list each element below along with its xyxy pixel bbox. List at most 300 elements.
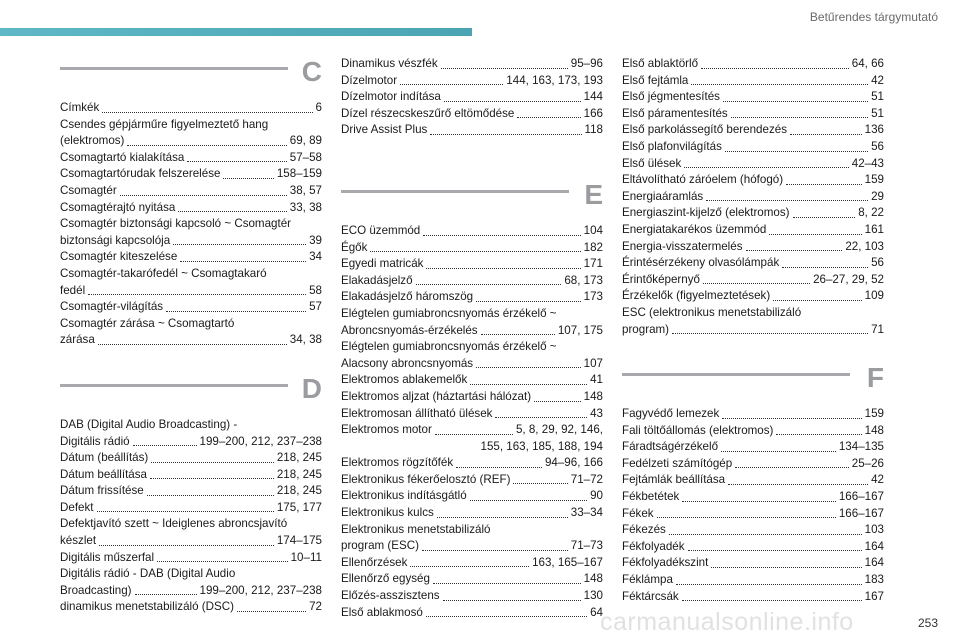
entry-term: Fali töltőállomás (elektromos) <box>622 423 774 437</box>
index-entries <box>341 223 603 621</box>
index-entry <box>622 522 884 539</box>
entry-term: program (ESC) <box>341 539 419 553</box>
entry-pages: 134–135 <box>838 440 884 454</box>
entry-term-line: Csendes gépjárműre figyelmeztető hang <box>60 117 269 131</box>
entry-term: Energiaáramlás <box>622 189 704 203</box>
index-entry <box>341 223 603 240</box>
leader-dots <box>782 267 868 268</box>
section-header <box>60 373 322 417</box>
index-column-1 <box>60 56 322 616</box>
leader-dots <box>178 211 286 212</box>
entry-term-line: Digitális rádió - DAB (Digital Audio <box>60 567 236 581</box>
entry-term: Alacsony abroncsnyomás <box>341 356 474 370</box>
entry-pages: 148 <box>864 423 884 437</box>
entry-pages: 218, 245 <box>276 451 322 465</box>
index-entry <box>60 100 322 117</box>
entry-term: Energiaszint-kijelző (elektromos) <box>622 206 790 220</box>
entry-term: Dátum beállítása <box>60 467 147 481</box>
index-entry <box>622 56 884 73</box>
leader-dots <box>135 594 197 595</box>
entry-term: Elektronikus kulcs <box>341 506 434 520</box>
entry-term-line: Csomagtér biztonsági kapcsoló ~ Csomagtér <box>60 217 292 231</box>
index-entry <box>60 450 322 467</box>
entry-pages: 57 <box>309 300 322 314</box>
entry-pages: 164 <box>864 539 884 553</box>
entry-term: Fékfolyadékszint <box>622 556 709 570</box>
entry-term: Drive Assist Plus <box>341 123 428 137</box>
entry-pages: 33–34 <box>570 506 603 520</box>
entry-term: Első ablaktörlő <box>622 57 699 70</box>
entry-pages: 10–11 <box>290 550 322 564</box>
entry-pages: 5, 8, 29, 92, 146, <box>515 423 603 437</box>
leader-dots <box>731 117 868 118</box>
header-accent-bar <box>0 28 472 36</box>
entry-pages: 64, 66 <box>851 57 884 70</box>
index-entry <box>622 172 884 189</box>
leader-dots <box>684 167 848 168</box>
leader-dots <box>430 134 581 135</box>
index-entry <box>622 506 884 523</box>
entry-term: Digitális műszerfal <box>60 550 155 564</box>
entry-term: Digitális rádió <box>60 434 130 448</box>
index-entry <box>341 389 603 406</box>
entry-term: Dátum (beállítás) <box>60 451 149 465</box>
entry-term: Fejtámlák beállítása <box>622 473 726 487</box>
leader-dots <box>773 300 861 301</box>
entry-pages: 43 <box>590 406 603 420</box>
index-entry <box>341 488 603 505</box>
leader-dots <box>127 145 286 146</box>
index-entry <box>60 249 322 266</box>
index-entries <box>622 56 884 338</box>
entry-pages: 159 <box>864 173 884 187</box>
index-entry <box>341 240 603 257</box>
entry-pages: 199–200, 212, 237–238 <box>199 434 322 448</box>
index-entry <box>341 372 603 389</box>
leader-dots <box>470 500 587 501</box>
entry-term: Csomagtérajtó nyitása <box>60 200 176 214</box>
leader-dots <box>157 561 288 562</box>
index-entry <box>341 505 603 522</box>
index-entry <box>60 566 322 599</box>
entry-term: Féktárcsák <box>622 589 679 603</box>
index-entry <box>60 183 322 200</box>
entry-term: Első parkolássegítő berendezés <box>622 123 787 137</box>
entry-term: Érintésérzékeny olvasólámpák <box>622 256 780 270</box>
entry-pages: 173 <box>583 290 603 304</box>
entry-pages: 90 <box>590 489 603 503</box>
index-entry <box>622 272 884 289</box>
section-letter: E <box>584 178 603 210</box>
entry-term: Abroncsnyomás-érzékelés <box>341 323 478 337</box>
section-rule <box>60 384 288 387</box>
index-entry <box>341 122 603 139</box>
index-entry <box>341 256 603 273</box>
leader-dots <box>456 467 542 468</box>
entry-term-line: DAB (Digital Audio Broadcasting) - <box>60 417 238 431</box>
index-entry <box>622 423 884 440</box>
entry-pages: 57–58 <box>289 150 322 164</box>
entry-term-line: Defektjavító szett ~ Ideiglenes abroncsjavító <box>60 517 288 531</box>
leader-dots <box>725 151 868 152</box>
leader-dots <box>88 294 306 295</box>
leader-dots <box>426 616 587 617</box>
index-entries <box>622 406 884 605</box>
entry-term: Csomagtartó kialakítása <box>60 150 185 164</box>
entry-pages: 148 <box>583 572 603 586</box>
entry-pages: 171 <box>583 257 603 271</box>
index-entry <box>60 166 322 183</box>
entry-term: Ellenőrző egység <box>341 572 430 586</box>
entry-term: Elektromos ablakemelők <box>341 373 468 387</box>
leader-dots <box>672 333 868 334</box>
index-entry <box>60 467 322 484</box>
entry-term: Elektromos motor <box>341 423 432 437</box>
index-entry <box>341 472 603 489</box>
entry-term: Dinamikus vészfék <box>341 57 438 70</box>
entry-pages: 72 <box>309 600 322 614</box>
section-header <box>622 362 884 406</box>
entry-term: ECO üzemmód <box>341 223 421 237</box>
index-entry <box>341 306 603 339</box>
entry-pages: 34, 38 <box>289 333 322 347</box>
leader-dots <box>676 584 862 585</box>
entry-term: Első ülések <box>622 156 682 170</box>
entry-term-line: ESC (elektronikus menetstabilizáló <box>622 305 802 319</box>
entry-term: Elektromos aljzat (háztartási hálózat) <box>341 389 532 403</box>
index-column-2 <box>341 56 603 621</box>
index-column-3 <box>622 56 884 605</box>
entry-pages: 94–96, 166 <box>544 456 603 470</box>
entry-pages: 166–167 <box>838 490 884 504</box>
entry-term: Egyedi matricák <box>341 257 424 271</box>
leader-dots <box>793 217 856 218</box>
leader-dots <box>701 68 849 69</box>
entry-pages: 26–27, 29, 52 <box>813 272 884 286</box>
leader-dots <box>517 117 580 118</box>
entry-term-line: Csomagtér zárása ~ Csomagtartó <box>60 316 235 330</box>
leader-dots <box>422 550 568 551</box>
leader-dots <box>669 534 862 535</box>
leader-dots <box>711 567 861 568</box>
leader-dots <box>147 495 274 496</box>
entry-term: Elektronikus fékerőelosztó (REF) <box>341 472 511 486</box>
leader-dots <box>416 284 562 285</box>
section-d <box>60 373 322 616</box>
index-entry <box>60 266 322 299</box>
leader-dots <box>237 611 306 612</box>
index-entry <box>622 222 884 239</box>
entry-pages: 107 <box>583 356 603 370</box>
index-entries <box>60 417 322 616</box>
section-rule <box>60 67 288 70</box>
entry-pages: 29 <box>871 189 884 203</box>
index-entry <box>622 106 884 123</box>
entry-pages: 34 <box>309 250 322 264</box>
leader-dots <box>223 178 273 179</box>
leader-dots <box>735 467 849 468</box>
index-entry <box>60 150 322 167</box>
index-entry <box>60 417 322 450</box>
leader-dots <box>776 434 861 435</box>
index-entry <box>341 455 603 472</box>
index-entry <box>60 516 322 549</box>
leader-dots <box>706 200 868 201</box>
index-entry <box>622 73 884 90</box>
entry-term: Elektronikus indításgátló <box>341 489 467 503</box>
leader-dots <box>426 268 580 269</box>
index-entry <box>341 56 603 73</box>
entry-term: program) <box>622 322 670 336</box>
leader-dots <box>786 184 862 185</box>
entry-pages: 39 <box>309 233 322 247</box>
index-entry <box>60 550 322 567</box>
entry-term: Dízelmotor <box>341 73 398 87</box>
leader-dots <box>433 583 581 584</box>
entry-pages: 148 <box>583 389 603 403</box>
entry-term: Előzés-asszisztens <box>341 589 440 603</box>
entry-pages: 174–175 <box>276 534 322 548</box>
entry-pages: 130 <box>583 589 603 603</box>
index-entry <box>622 189 884 206</box>
entry-term: (elektromos) <box>60 134 125 148</box>
entry-term-line: Csomagtér-takarófedél ~ Csomagtakaró <box>60 266 267 280</box>
entry-term: Energia-visszatermelés <box>622 239 743 253</box>
index-entry <box>622 489 884 506</box>
section-f <box>622 362 884 605</box>
section-header <box>60 56 322 100</box>
entry-pages-continued: 155, 163, 185, 188, 194 <box>480 439 603 453</box>
leader-dots <box>400 84 503 85</box>
leader-dots <box>102 112 312 113</box>
entry-term: Fékbetétek <box>622 490 680 504</box>
leader-dots <box>99 545 274 546</box>
entry-term: Első ablakmosó <box>341 605 423 619</box>
entry-term: Elektromos rögzítőfék <box>341 456 454 470</box>
leader-dots <box>150 478 274 479</box>
entry-term: Energiatakarékos üzemmód <box>622 222 767 236</box>
entry-pages: 164 <box>864 556 884 570</box>
entry-term: Dízel részecskeszűrő eltömődése <box>341 106 515 120</box>
entry-term: Első plafonvilágítás <box>622 139 722 153</box>
entry-term-line: Elégtelen gumiabroncsnyomás érzékelő ~ <box>341 306 557 320</box>
index-entries <box>341 56 603 139</box>
index-entry <box>60 117 322 150</box>
index-entry <box>341 522 603 555</box>
entry-pages: 51 <box>871 90 884 104</box>
entry-pages: 41 <box>590 373 603 387</box>
entry-term: Elakadásjelző <box>341 273 413 287</box>
entry-pages: 163, 165–167 <box>532 555 603 569</box>
entry-pages: 104 <box>583 223 603 237</box>
entry-pages: 109 <box>864 289 884 303</box>
index-entry <box>622 122 884 139</box>
leader-dots <box>703 283 810 284</box>
entry-term: Elektromosan állítható ülések <box>341 406 493 420</box>
index-entry <box>341 605 603 622</box>
leader-dots <box>470 384 587 385</box>
leader-dots <box>166 311 306 312</box>
index-entry <box>60 299 322 316</box>
entry-term: Érintőképernyő <box>622 272 700 286</box>
index-entry <box>341 406 603 423</box>
entry-pages: 118 <box>584 123 603 137</box>
section-letter: F <box>866 362 884 394</box>
leader-dots <box>691 84 868 85</box>
entry-pages: 38, 57 <box>289 183 322 197</box>
leader-dots <box>682 600 862 601</box>
page-number: 253 <box>917 616 938 630</box>
entry-pages: 42–43 <box>851 156 884 170</box>
leader-dots <box>476 301 581 302</box>
entry-pages: 71–72 <box>570 472 603 486</box>
entry-term: készlet <box>60 534 97 548</box>
index-entry <box>622 305 884 338</box>
leader-dots <box>444 101 581 102</box>
index-entry <box>341 273 603 290</box>
section-letter: D <box>301 372 322 404</box>
section-header <box>341 179 603 223</box>
leader-dots <box>513 483 567 484</box>
entry-term: Csomagtér-világítás <box>60 300 164 314</box>
index-entry <box>622 89 884 106</box>
index-entry <box>60 216 322 249</box>
index-entry <box>341 339 603 372</box>
entry-term: biztonsági kapcsolója <box>60 233 171 247</box>
entry-pages: 25–26 <box>851 456 884 470</box>
section-e <box>341 179 603 621</box>
leader-dots <box>769 234 861 235</box>
index-entry <box>341 555 603 572</box>
entry-term: Csomagtér <box>60 183 117 197</box>
leader-dots <box>657 517 836 518</box>
entry-pages: 42 <box>871 473 884 487</box>
entry-pages: 51 <box>871 106 884 120</box>
entry-pages: 64 <box>590 605 603 619</box>
index-entry <box>341 73 603 90</box>
leader-dots <box>790 134 862 135</box>
index-entry <box>622 139 884 156</box>
entry-pages: 103 <box>864 523 884 537</box>
index-entry <box>341 571 603 588</box>
index-entry <box>341 106 603 123</box>
leader-dots <box>133 445 197 446</box>
entry-term: Dátum frissítése <box>60 484 144 498</box>
leader-dots <box>410 566 529 567</box>
entry-term: Elakadásjelző háromszög <box>341 290 474 304</box>
index-entry <box>60 599 322 616</box>
leader-dots <box>370 251 580 252</box>
entry-pages: 6 <box>315 101 322 114</box>
leader-dots <box>437 517 568 518</box>
leader-dots <box>534 401 581 402</box>
entry-term: fedél <box>60 283 86 297</box>
leader-dots <box>97 511 274 512</box>
entry-pages: 175, 177 <box>276 500 322 514</box>
leader-dots <box>98 344 287 345</box>
index-entry <box>60 200 322 217</box>
entry-pages: 136 <box>864 123 884 137</box>
index-entry <box>622 239 884 256</box>
entry-term: Fékek <box>622 506 654 520</box>
entry-pages: 56 <box>871 256 884 270</box>
entry-pages: 69, 89 <box>289 134 322 148</box>
entry-pages: 161 <box>864 222 884 236</box>
leader-dots <box>723 101 868 102</box>
leader-dots <box>423 235 580 236</box>
entry-term: Féklámpa <box>622 573 673 587</box>
entry-term-line: Elektronikus menetstabilizáló <box>341 522 491 536</box>
section-letter: C <box>301 56 322 87</box>
index-entry <box>622 572 884 589</box>
entry-pages: 95–96 <box>570 57 603 70</box>
leader-dots <box>728 484 868 485</box>
entry-term: Égők <box>341 240 368 254</box>
index-entry <box>341 422 603 455</box>
entry-term: Fedélzeti számítógép <box>622 456 733 470</box>
entry-term: Fékezés <box>622 523 666 537</box>
index-entry <box>341 289 603 306</box>
entry-pages: 56 <box>871 139 884 153</box>
leader-dots <box>180 261 306 262</box>
entry-term: Címkék <box>60 101 100 114</box>
entry-term: Fékfolyadék <box>622 539 685 553</box>
leader-dots <box>435 434 513 435</box>
leader-dots <box>721 451 836 452</box>
leader-dots <box>120 195 287 196</box>
entry-term: Első jégmentesítés <box>622 90 720 104</box>
entry-pages: 166–167 <box>838 506 884 520</box>
leader-dots <box>476 367 581 368</box>
leader-dots <box>682 501 836 502</box>
entry-term: Eltávolítható záróelem (hófogó) <box>622 173 784 187</box>
entry-term: Dízelmotor indítása <box>341 90 441 104</box>
entry-pages: 199–200, 212, 237–238 <box>199 583 322 597</box>
entry-term: Broadcasting) <box>60 583 132 597</box>
entry-pages: 42 <box>871 73 884 87</box>
index-entry <box>60 316 322 349</box>
leader-dots <box>746 250 843 251</box>
leader-dots <box>441 68 568 69</box>
entry-pages: 144, 163, 173, 193 <box>506 73 603 87</box>
entry-term: Defekt <box>60 500 94 514</box>
section-rule <box>341 190 569 193</box>
leader-dots <box>173 244 306 245</box>
leader-dots <box>495 417 587 418</box>
entry-term: Fagyvédő lemezek <box>622 407 720 421</box>
index-entry <box>341 588 603 605</box>
entry-pages: 159 <box>864 407 884 421</box>
index-entry <box>341 89 603 106</box>
leader-dots <box>722 418 861 419</box>
entry-term: Csomagtér kiteszelése <box>60 250 178 264</box>
index-entry <box>60 500 322 517</box>
index-entry <box>622 472 884 489</box>
entry-pages: 166 <box>583 106 603 120</box>
entry-pages: 8, 22 <box>858 206 884 220</box>
entry-term: Érzékelők (figyelmeztetések) <box>622 289 771 303</box>
index-entry <box>622 156 884 173</box>
index-entry <box>60 483 322 500</box>
leader-dots <box>151 462 274 463</box>
leader-dots <box>481 334 555 335</box>
entry-pages: 58 <box>309 283 322 297</box>
entry-pages: 71–73 <box>570 539 603 553</box>
entry-pages: 167 <box>864 589 884 603</box>
section-c <box>60 56 322 349</box>
entry-pages: 33, 38 <box>289 200 322 214</box>
watermark: carmanualsonline.info <box>600 608 854 636</box>
